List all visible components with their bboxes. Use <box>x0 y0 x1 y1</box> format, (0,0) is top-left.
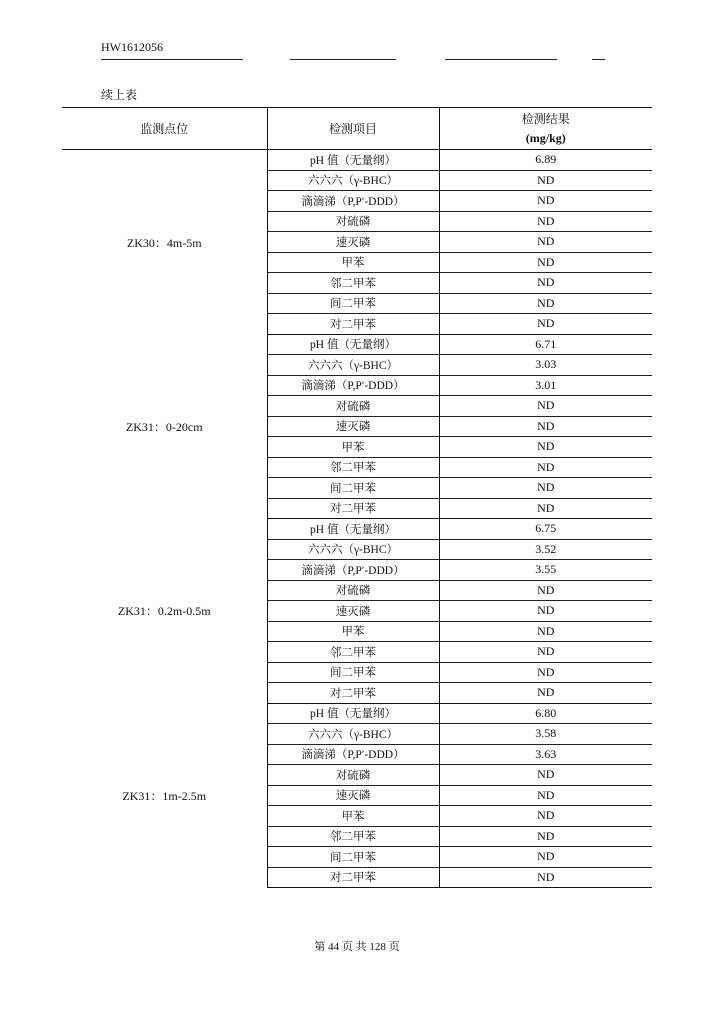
result-value-cell: 3.63 <box>439 744 652 765</box>
site-cell: ZK31：0.2m-0.5m <box>62 519 267 704</box>
test-item-cell: 滴滴涕（P,P′-DDD） <box>267 191 439 212</box>
test-item-cell: 邻二甲苯 <box>267 273 439 294</box>
document-id: HW1612056 <box>101 40 163 54</box>
header-rule <box>592 59 605 60</box>
test-item-cell: pH 值（无量纲） <box>267 150 439 171</box>
result-value-cell: ND <box>439 601 652 622</box>
table-row <box>62 150 652 171</box>
table-row <box>62 519 652 540</box>
header-result-unit: (mg/kg) <box>525 130 566 145</box>
continued-label: 续上表 <box>101 88 138 102</box>
table-row <box>62 703 652 724</box>
test-item-cell: 滴滴涕（P,P′-DDD） <box>267 375 439 396</box>
result-value-cell: 3.58 <box>439 724 652 745</box>
table-row <box>62 334 652 355</box>
test-item-cell: 间二甲苯 <box>267 662 439 683</box>
test-item-cell: 六六六（γ-BHC） <box>267 355 439 376</box>
result-value-cell: 3.01 <box>439 375 652 396</box>
test-item-cell: 对硫磷 <box>267 211 439 232</box>
header-result <box>439 108 652 150</box>
test-item-cell: 速灭磷 <box>267 785 439 806</box>
site-cell: ZK31：1m-2.5m <box>62 703 267 888</box>
result-value-cell: ND <box>439 293 652 314</box>
result-value-cell: 6.80 <box>439 703 652 724</box>
result-value-cell: 6.71 <box>439 334 652 355</box>
test-item-cell: 间二甲苯 <box>267 847 439 868</box>
test-item-cell: 速灭磷 <box>267 232 439 253</box>
result-value-cell: ND <box>439 211 652 232</box>
page-number: 第 44 页 共 128 页 <box>314 941 400 953</box>
test-item-cell: 六六六（γ-BHC） <box>267 724 439 745</box>
result-value-cell: ND <box>439 314 652 335</box>
header-rule <box>101 59 243 60</box>
result-value-cell: ND <box>439 396 652 417</box>
test-item-cell: 六六六（γ-BHC） <box>267 170 439 191</box>
test-item-cell: 速灭磷 <box>267 601 439 622</box>
test-item-cell: 六六六（γ-BHC） <box>267 539 439 560</box>
header-rule <box>290 59 396 60</box>
test-item-cell: 甲苯 <box>267 437 439 458</box>
test-item-cell: 甲苯 <box>267 806 439 827</box>
result-value-cell: 6.75 <box>439 519 652 540</box>
test-item-cell: 对二甲苯 <box>267 867 439 888</box>
result-value-cell: ND <box>439 683 652 704</box>
test-item-cell: pH 值（无量纲） <box>267 334 439 355</box>
result-value-cell: ND <box>439 191 652 212</box>
site-group <box>62 334 652 519</box>
result-value-cell: 3.55 <box>439 560 652 581</box>
result-value-cell: ND <box>439 498 652 519</box>
result-value-cell: ND <box>439 785 652 806</box>
result-value-cell: ND <box>439 252 652 273</box>
test-item-cell: 间二甲苯 <box>267 478 439 499</box>
table-header-row <box>62 108 652 150</box>
test-item-cell: 滴滴涕（P,P′-DDD） <box>267 560 439 581</box>
test-item-cell: 邻二甲苯 <box>267 642 439 663</box>
test-item-cell: 邻二甲苯 <box>267 457 439 478</box>
test-item-cell: 对二甲苯 <box>267 683 439 704</box>
result-value-cell: ND <box>439 765 652 786</box>
result-value-cell: ND <box>439 457 652 478</box>
header-site: 监测点位 <box>62 108 267 150</box>
test-item-cell: 对硫磷 <box>267 580 439 601</box>
test-item-cell: 甲苯 <box>267 621 439 642</box>
result-value-cell: ND <box>439 826 652 847</box>
site-group <box>62 703 652 888</box>
test-item-cell: 对硫磷 <box>267 396 439 417</box>
test-item-cell: 对硫磷 <box>267 765 439 786</box>
result-value-cell: ND <box>439 416 652 437</box>
test-item-cell: 速灭磷 <box>267 416 439 437</box>
result-value-cell: ND <box>439 580 652 601</box>
result-value-cell: ND <box>439 273 652 294</box>
site-cell: ZK30：4m-5m <box>62 150 267 335</box>
test-item-cell: 对二甲苯 <box>267 498 439 519</box>
result-value-cell: ND <box>439 232 652 253</box>
test-item-cell: 邻二甲苯 <box>267 826 439 847</box>
site-group <box>62 519 652 704</box>
result-value-cell: 3.52 <box>439 539 652 560</box>
test-item-cell: 对二甲苯 <box>267 314 439 335</box>
header-rule <box>445 59 557 60</box>
header-item: 检测项目 <box>267 108 439 150</box>
result-value-cell: ND <box>439 642 652 663</box>
test-item-cell: 滴滴涕（P,P′-DDD） <box>267 744 439 765</box>
test-item-cell: 甲苯 <box>267 252 439 273</box>
result-value-cell: ND <box>439 478 652 499</box>
result-value-cell: ND <box>439 621 652 642</box>
site-cell: ZK31：0-20cm <box>62 334 267 519</box>
result-value-cell: ND <box>439 437 652 458</box>
test-item-cell: pH 值（无量纲） <box>267 519 439 540</box>
test-item-cell: pH 值（无量纲） <box>267 703 439 724</box>
result-value-cell: 3.03 <box>439 355 652 376</box>
result-value-cell: ND <box>439 806 652 827</box>
result-value-cell: ND <box>439 867 652 888</box>
result-value-cell: 6.89 <box>439 150 652 171</box>
result-value-cell: ND <box>439 170 652 191</box>
site-group <box>62 150 652 335</box>
test-item-cell: 间二甲苯 <box>267 293 439 314</box>
results-table <box>62 107 652 888</box>
result-value-cell: ND <box>439 847 652 868</box>
result-value-cell: ND <box>439 662 652 683</box>
header-result-title: 检测结果 <box>521 111 570 126</box>
